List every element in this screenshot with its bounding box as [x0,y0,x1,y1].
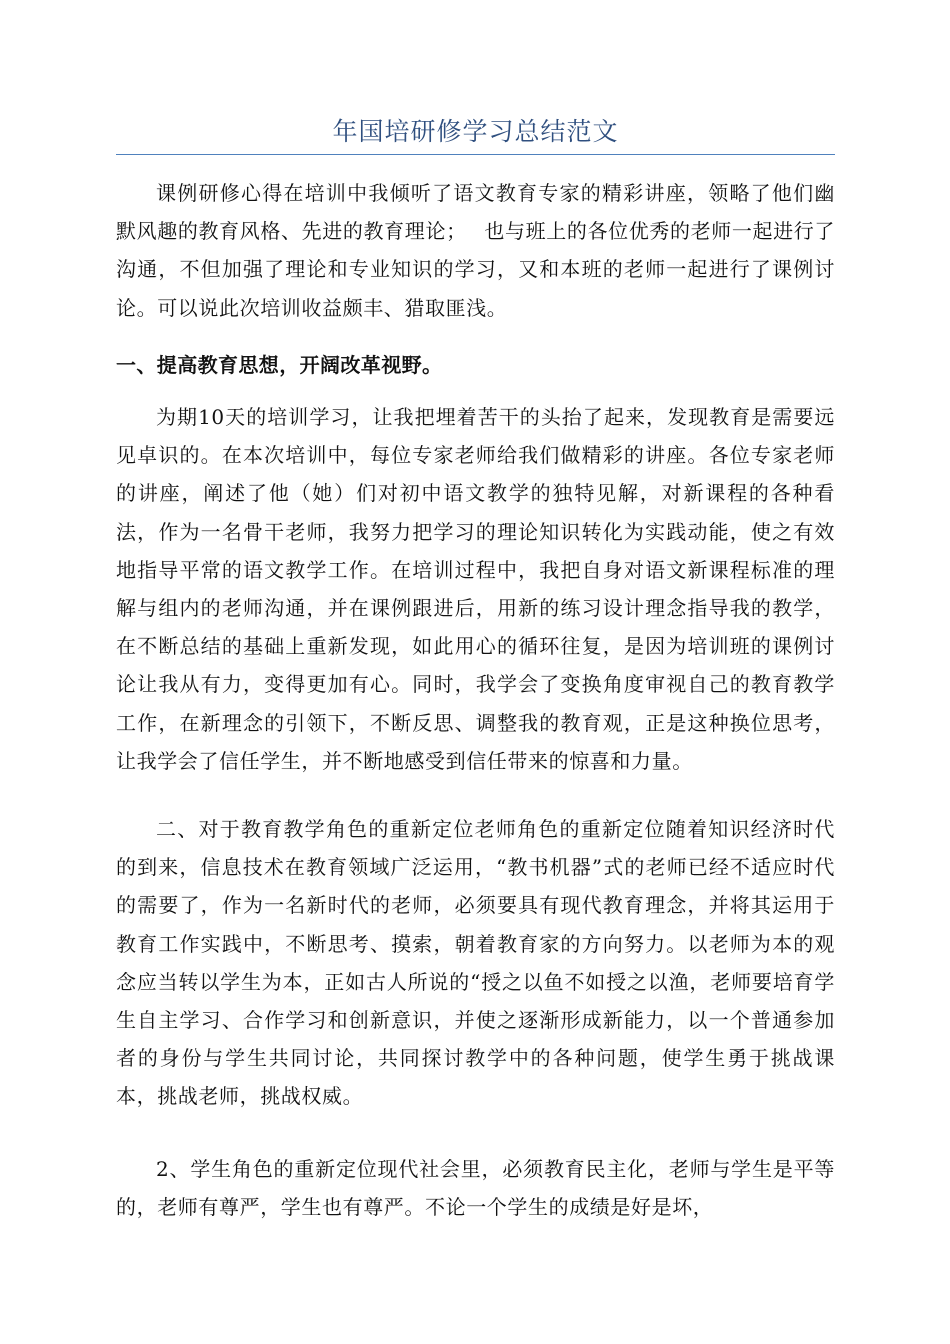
paragraph-section-1: 为期10天的培训学习，让我把埋着苦干的头抬了起来，发现教育是需要远见卓识的。在本次培训中，每位专家老师给我们做精彩的讲座。各位专家老师的讲座，阐述了他（她）们对初中语文教学的独特见解，对新课程的各种看法，作为一名骨干老师，我努力把学习的理论知识转化为实践动能，使之有效地指导平常的语文教学工作。在培训过程中，我把自身对语文新课程标准的理解与组内的老师沟通，并在课例跟进后，用新的练习设计理念指导我的教学，在不断总结的基础上重新发现，如此用心的循环往复，是因为培训班的课例讨论让我从有力，变得更加有心。同时，我学会了变换角度审视自己的教育教学工作，在新理念的引领下，不断反思、调整我的教育观，正是这种换位思考，让我学会了信任学生，并不断地感受到信任带来的惊喜和力量。 [116,405,835,773]
document-title: 年国培研修学习总结范文 [332,117,619,146]
title-underline [116,154,835,155]
section-heading-1: 一、提高教育思想，开阔改革视野。 [116,353,443,377]
paragraph-section-2-sub: 2、学生角色的重新定位现代社会里，必须教育民主化，老师与学生是平等的，老师有尊严，学生也有尊严。不论一个学生的成绩是好是坏， [116,1157,835,1220]
paragraph-intro: 课例研修心得在培训中我倾听了语文教育专家的精彩讲座，领略了他们幽默风趣的教育风格、先进的教育理论； 也与班上的各位优秀的老师一起进行了沟通，不但加强了理论和专业知识的学习，又和本班的老师一起进行了课例讨论。可以说此次培训收益颇丰、猎取匪浅。 [116,181,835,320]
paragraph-section-2: 二、对于教育教学角色的重新定位老师角色的重新定位随着知识经济时代的到来，信息技术在教育领域广泛运用，“教书机器”式的老师已经不适应时代的需要了，作为一名新时代的老师，必须要具有现代教育理念，并将其运用于教育工作实践中，不断思考、摸索，朝着教育家的方向努力。以老师为本的观念应当转以学生为本，正如古人所说的“授之以鱼不如授之以渔，老师要培育学生自主学习、合作学习和创新意识，并使之逐渐形成新能力，以一个普通参加者的身份与学生共同讨论，共同探讨教学中的各种问题，使学生勇于挑战课本，挑战老师，挑战权威。 [116,817,835,1109]
